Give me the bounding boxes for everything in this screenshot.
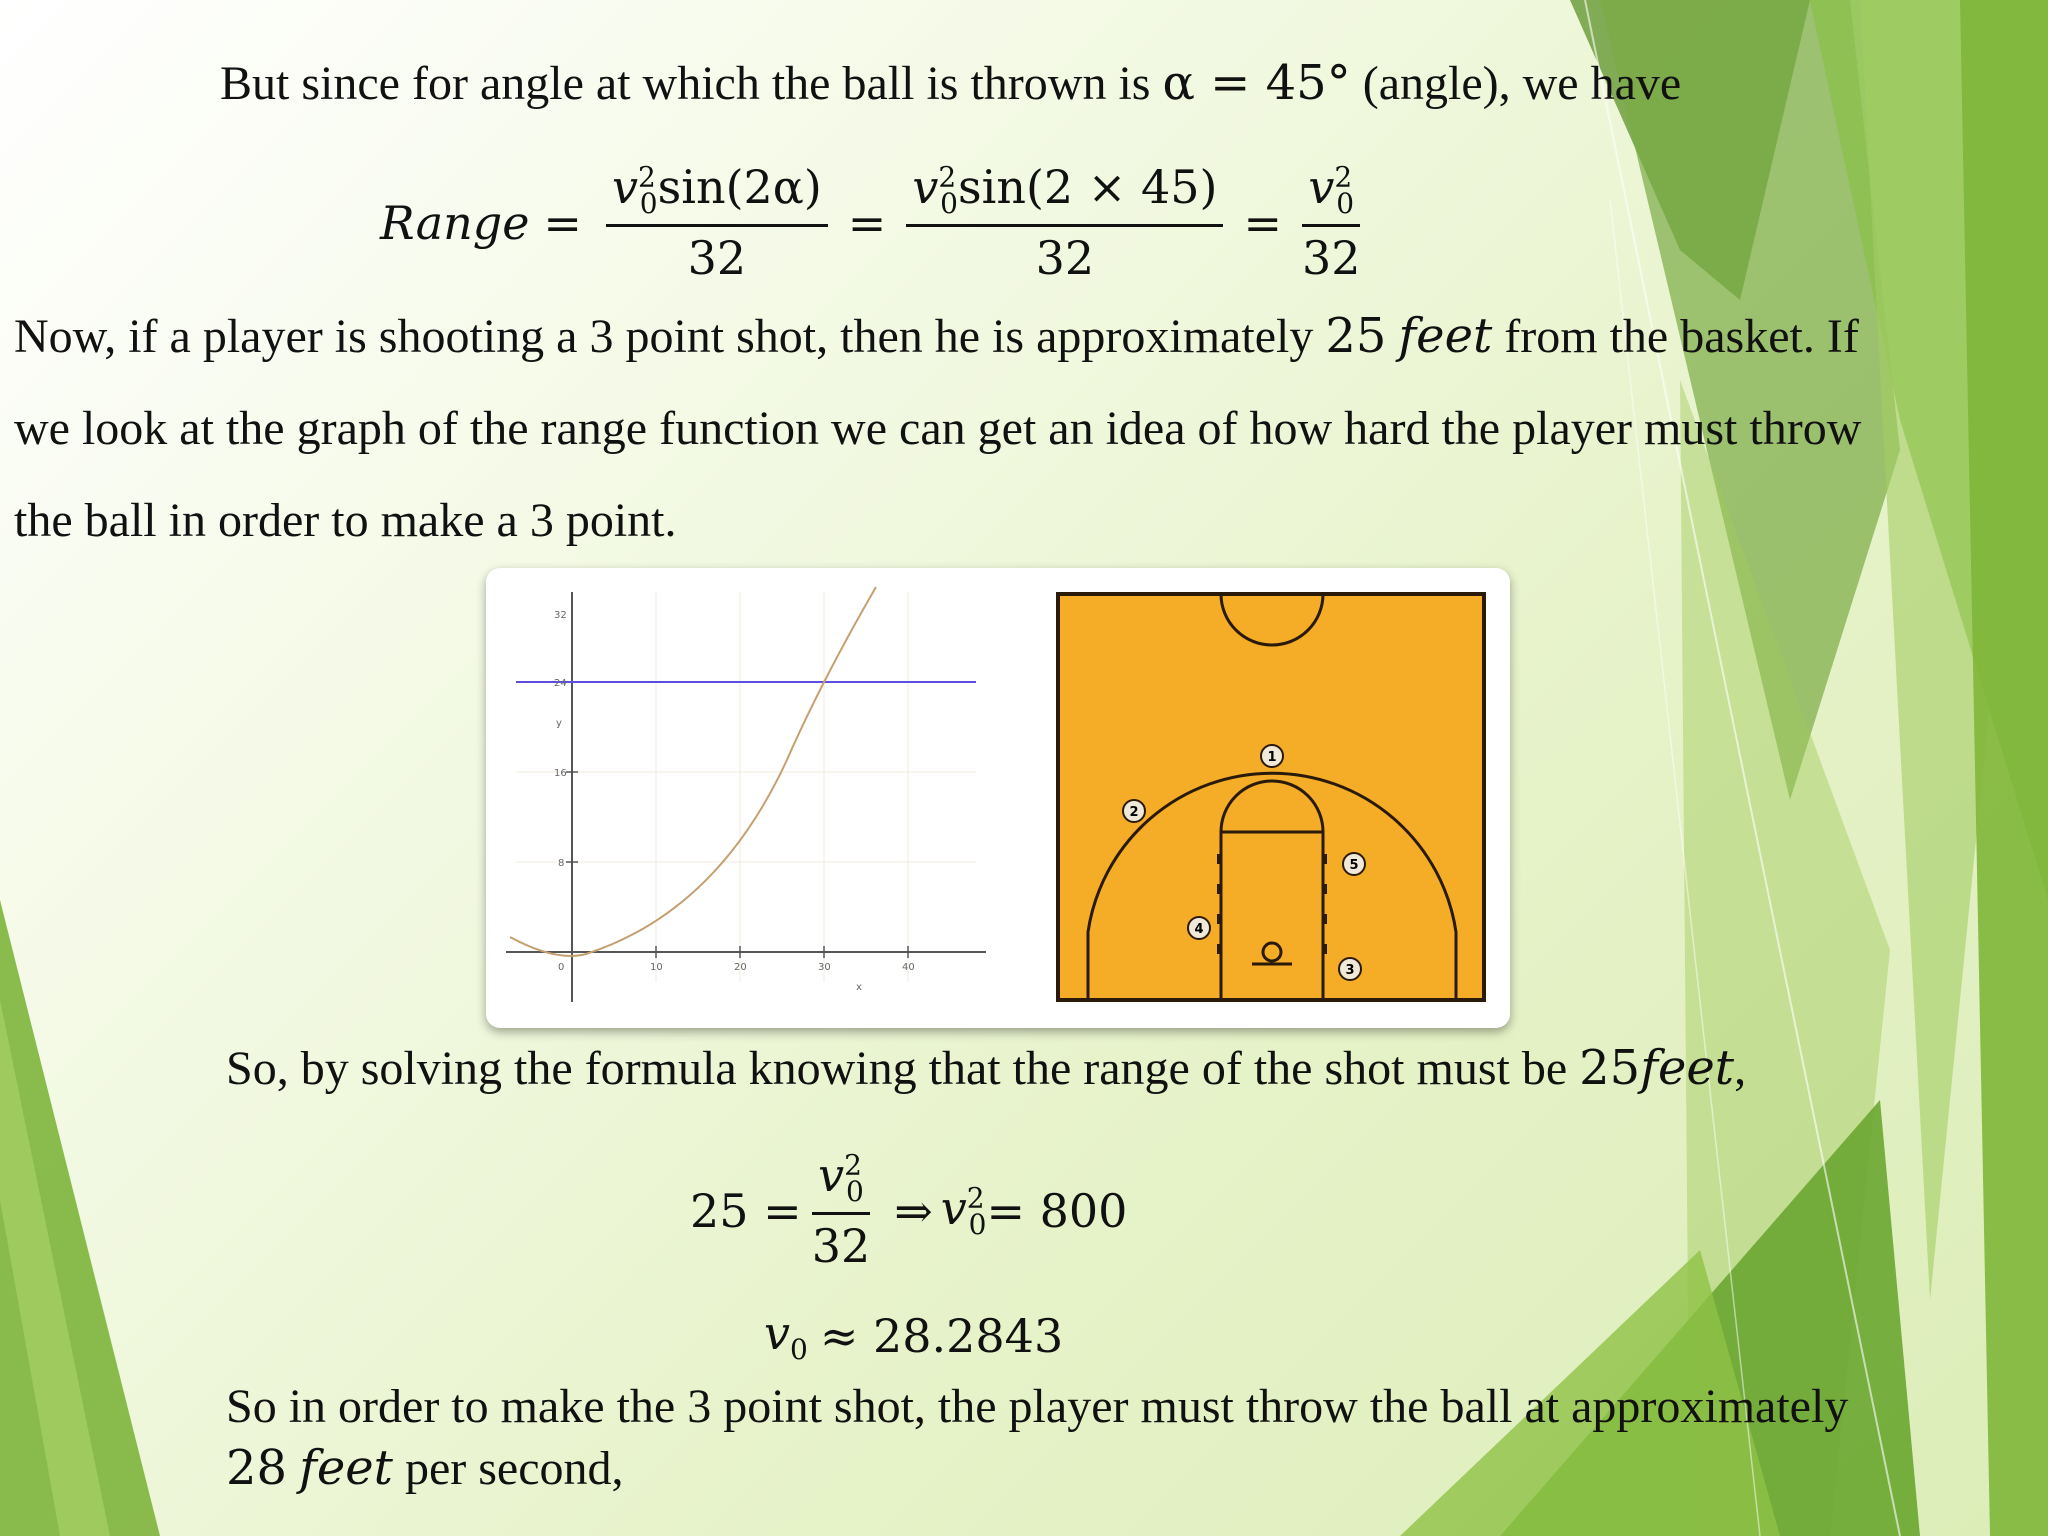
range-fraction-1: $\frac{v^2_0\sin(2\alpha)}{32}$ [606, 160, 828, 285]
x-axis-label: x [856, 982, 862, 993]
intro-text: But since for angle at which the ball is thrown is [220, 57, 1151, 110]
player-5 [1343, 853, 1365, 875]
range-num1: sin(2α) [657, 160, 822, 214]
range-fraction-3: $\frac{v^2_0}{32}$ [1301, 160, 1361, 286]
svg-text:3: 3 [1345, 963, 1355, 978]
para-text-1a: Now, if a player is shooting a 3 point shot, then he is approximately [14, 310, 1314, 363]
eq3-rhs: ≈ 28.2843 [819, 1309, 1064, 1364]
para-text-1b: from the basket. If [1504, 310, 1859, 363]
figure-panel [486, 568, 1510, 1028]
solve-line [226, 1040, 1746, 1098]
para-unit: feet [1398, 308, 1493, 364]
equals-2: = [847, 195, 887, 250]
x-tick-40: 40 [902, 962, 915, 973]
solve-equation: 25 = $\frac{v^2_0}{32}$ ⇒ $v^2_0$ = 800 [690, 1148, 1128, 1274]
intro-tail: (angle), we have [1362, 57, 1682, 110]
y-tick-32: 32 [554, 610, 567, 621]
conclusion-tail: per second, [404, 1442, 624, 1495]
range-fraction-2: $\frac{v^2_0\sin(2 \times 45)}{32}$ [906, 160, 1223, 285]
solve-unit: feet [1640, 1040, 1735, 1096]
range-lhs: Range [380, 195, 530, 250]
range-graph [496, 582, 986, 1012]
range-den3: 32 [1301, 231, 1361, 286]
basketball-court [1056, 592, 1486, 1002]
svg-text:4: 4 [1194, 922, 1204, 937]
para-line-3: the ball in order to make a 3 point. [14, 494, 677, 547]
eq2-arrow: ⇒ [894, 1183, 933, 1238]
range-num2: sin(2 × 45) [958, 160, 1218, 214]
para-line-1 [14, 308, 1859, 366]
player-4 [1188, 917, 1210, 939]
eq2-den: 32 [811, 1219, 871, 1274]
svg-text:2: 2 [1129, 805, 1139, 820]
conclusion-line-1: So in order to make the 3 point shot, the player must throw the ball at approximately [226, 1380, 1849, 1433]
x-tick-30: 30 [818, 962, 831, 973]
range-equation [380, 160, 1371, 285]
eq2-fraction: $\frac{v^2_0}{32}$ [811, 1148, 871, 1274]
x-tick-10: 10 [650, 962, 663, 973]
range-den1: 32 [687, 231, 747, 286]
eq2-lhs: 25 = [690, 1183, 802, 1238]
solve-comma: , [1734, 1042, 1747, 1095]
y-tick-8: 8 [558, 858, 565, 869]
range-den2: 32 [1035, 231, 1095, 286]
svg-text:1: 1 [1267, 750, 1277, 765]
player-3 [1339, 958, 1361, 980]
velocity-result: $v_0$ ≈ 28.2843 [764, 1306, 1064, 1367]
para-value: 25 [1325, 308, 1387, 364]
y-axis-label: y [556, 718, 562, 729]
equals-3: = [1243, 195, 1282, 250]
y-tick-24: 24 [554, 678, 567, 689]
conclusion-line-2 [226, 1440, 624, 1498]
conclusion-value: 28 [226, 1440, 288, 1496]
x-tick-20: 20 [734, 962, 747, 973]
equals-1: = [543, 195, 582, 250]
conclusion-unit: feet [299, 1440, 393, 1496]
player-2 [1123, 800, 1145, 822]
eq2-rhs: = 800 [986, 1183, 1128, 1238]
player-1 [1261, 745, 1283, 767]
intro-alpha: α = 45° [1162, 55, 1351, 111]
intro-line [220, 55, 1681, 113]
solve-value: 25 [1579, 1040, 1641, 1096]
solve-text: So, by solving the formula knowing that the range of the shot must be [226, 1042, 1568, 1095]
para-line-2: we look at the graph of the range function we can get an idea of how hard the player must throw [14, 402, 1862, 455]
y-tick-16: 16 [554, 768, 567, 779]
x-tick-0: 0 [558, 962, 565, 973]
svg-text:5: 5 [1349, 858, 1359, 873]
